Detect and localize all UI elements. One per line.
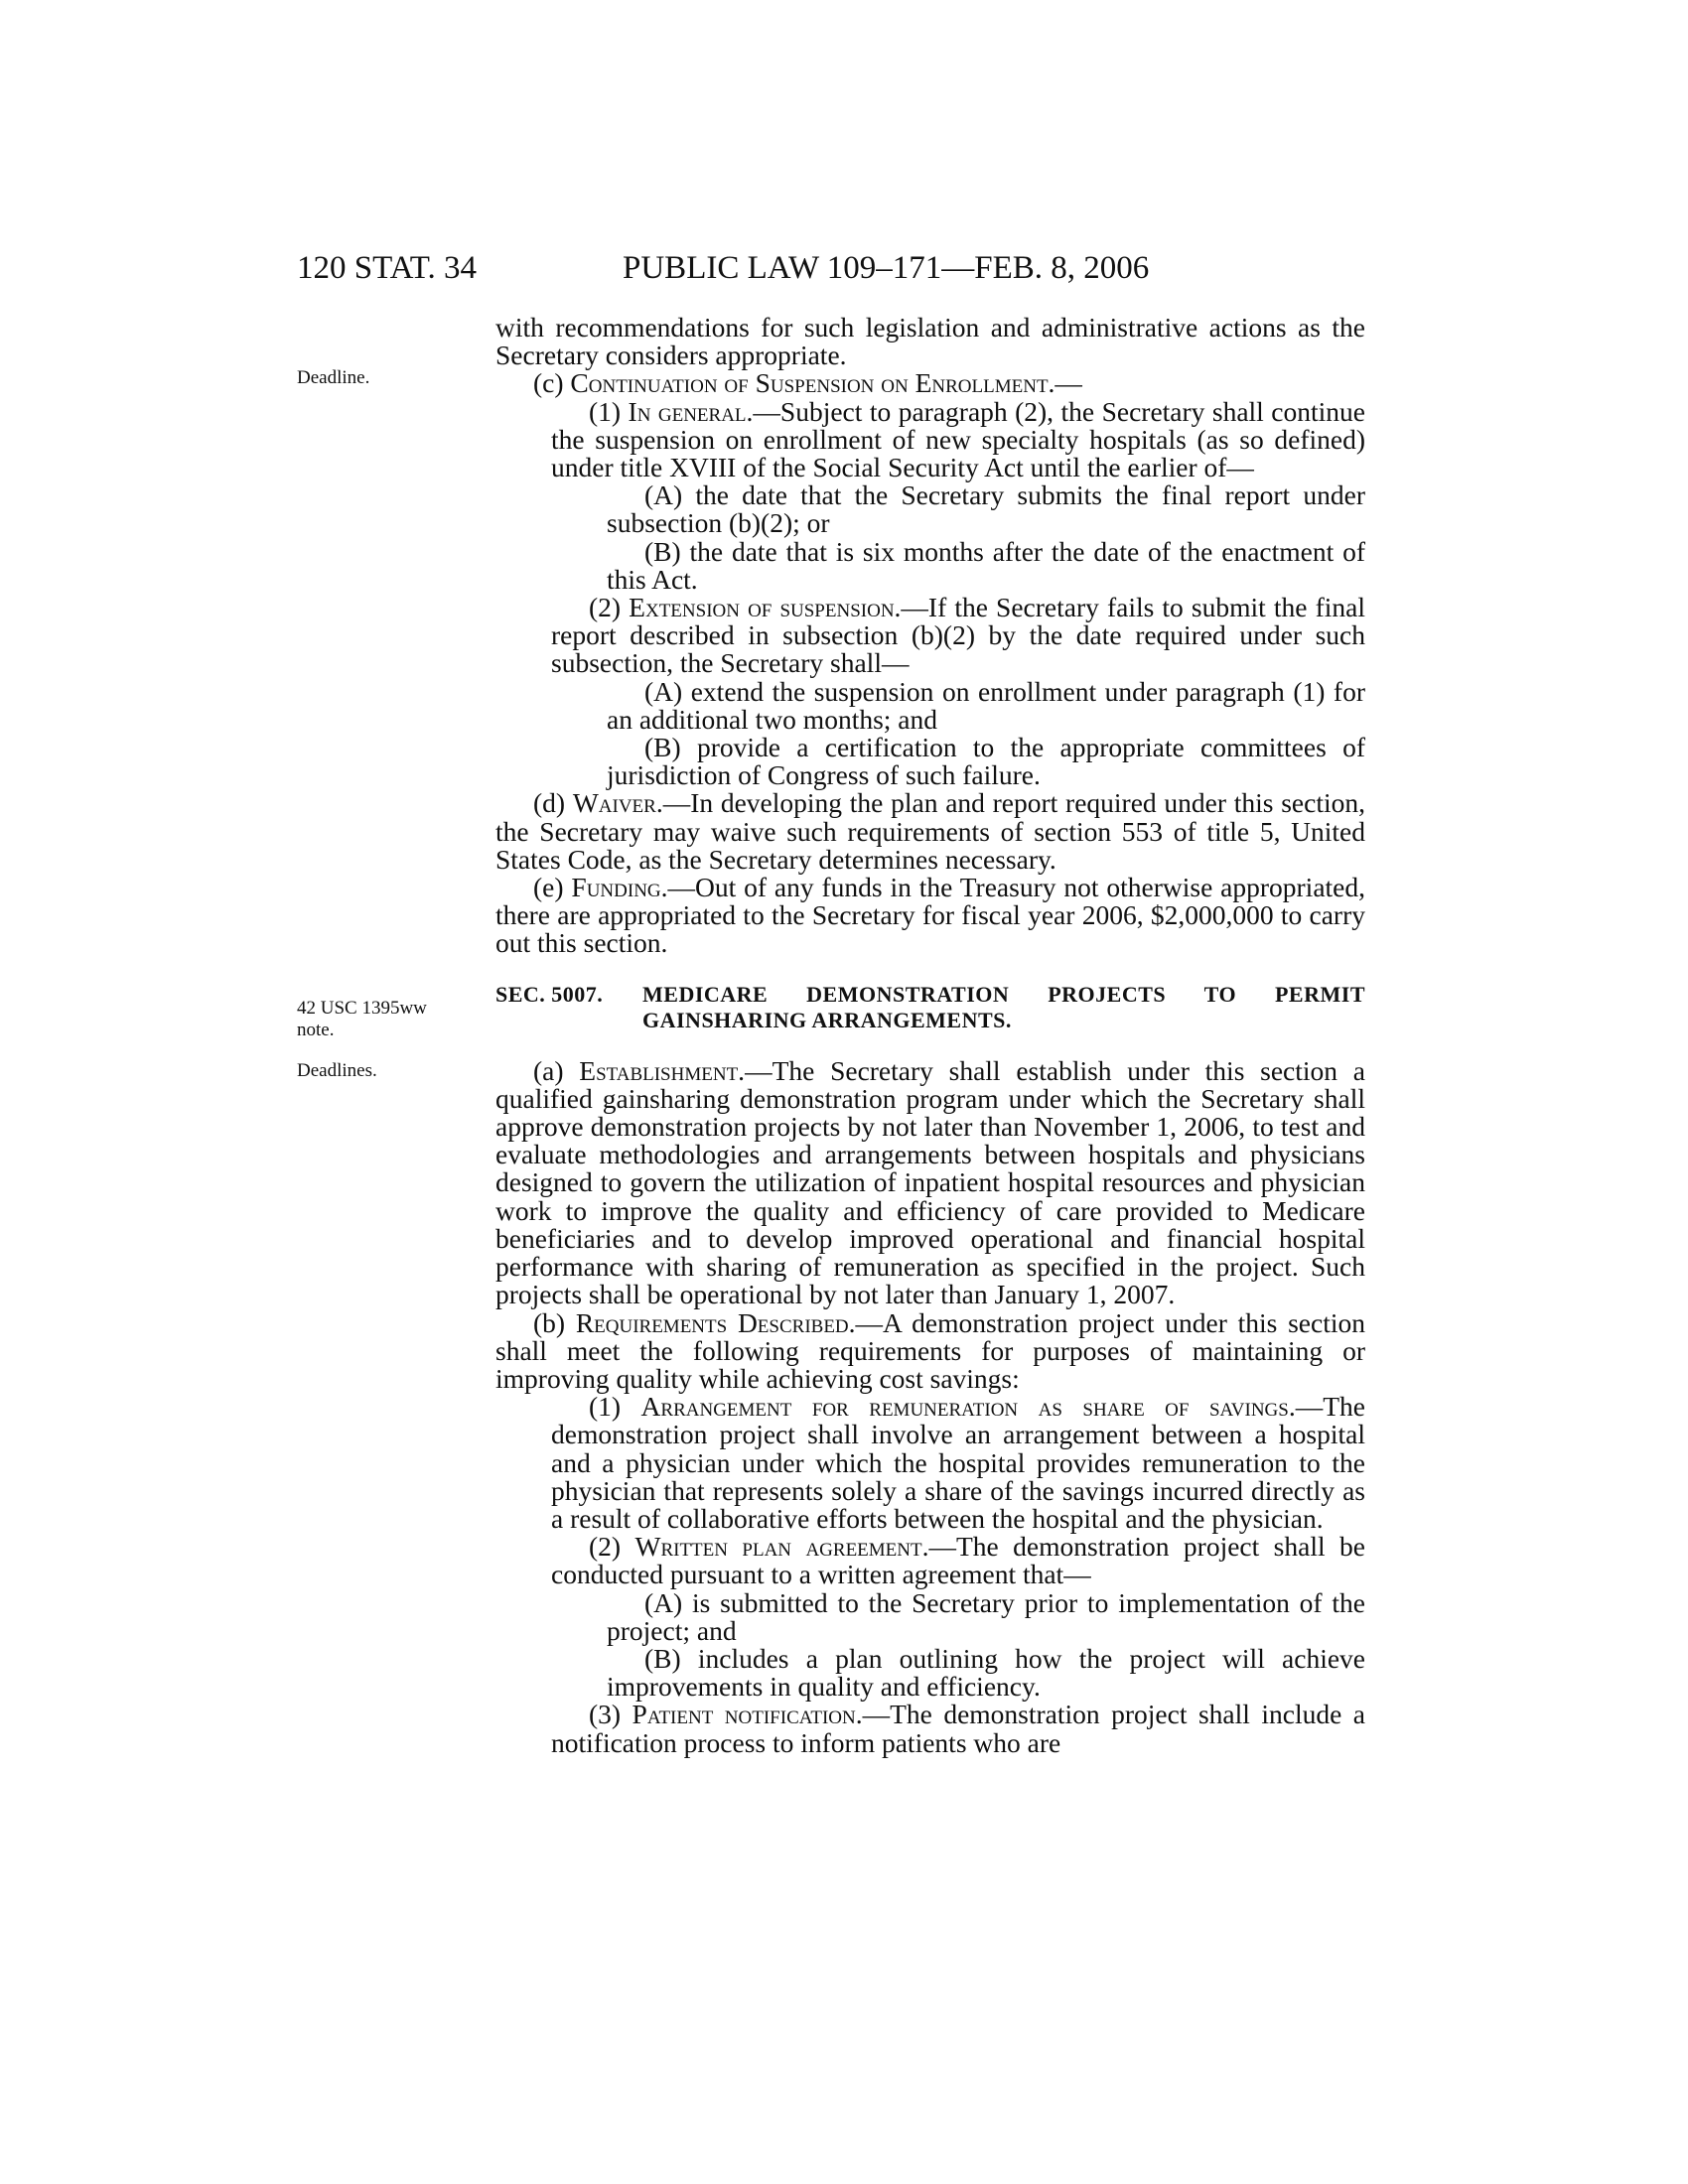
subsection-b <box>495 1306 1365 1394</box>
paragraph-b2-text: —The demonstration project shall be conducted pursuant to a written agreement that— <box>551 1531 1365 1590</box>
subsection-d-heading: Waiver. <box>572 787 663 819</box>
subparagraph-c2A: (A) extend the suspension on enrollment under paragraph (1) for an additional two months; and <box>607 675 1365 735</box>
paragraph-b3-heading: Patient notification. <box>632 1699 863 1730</box>
subsection-c-heading: Continuation of Suspension on Enrollment.— <box>570 367 1082 399</box>
paragraph-b2-label: (2) <box>589 1531 635 1563</box>
subsection-e-text: —Out of any funds in the Treasury not otherwise appropriated, there are appropriated to the Secretary for fiscal year 2006, $2,000,000 to carry out this section. <box>495 872 1365 959</box>
subsection-e <box>495 874 1365 958</box>
paragraph-b1 <box>495 1393 1365 1533</box>
subsection-e-heading: Funding. <box>571 872 668 903</box>
paragraph-c1-text: —Subject to paragraph (2), the Secretary shall continue the suspension on enrollment of new specialty hospitals (as so defined) under title XVIII of the Social Security Act until the earlier of— <box>551 395 1365 483</box>
paragraph-b3 <box>495 1701 1365 1756</box>
paragraph-c1 <box>495 395 1365 483</box>
paragraph-b1-label: (1) <box>589 1391 641 1423</box>
body-text-column <box>495 314 1365 1757</box>
subsection-b-text: —A demonstration project under this section shall meet the following requirements for purposes of maintaining or improving quality while achieving cost savings: <box>495 1306 1365 1394</box>
paragraph-b1-heading: Arrangement for remuneration as share of savings. <box>640 1391 1296 1423</box>
subparagraph-b2B: (B) includes a plan outlining how the project will achieve improvements in quality and efficiency. <box>607 1642 1365 1703</box>
paragraph-c2-text: —If the Secretary fails to submit the final report described in subsection (b)(2) by the date required under such subsection, the Secretary shall— <box>551 592 1365 679</box>
paragraph-b3-text: —The demonstration project shall include a notification process to inform patients who are <box>551 1699 1365 1758</box>
section-number: SEC. 5007. <box>495 981 604 1007</box>
subparagraph-c1A: (A) the date that the Secretary submits the final report under subsection (b)(2); or <box>607 479 1365 539</box>
section-5007-heading <box>495 982 1365 1033</box>
margin-note-deadline: Deadline. <box>297 367 370 388</box>
margin-note-usc-citation <box>297 998 427 1041</box>
subparagraph-c2B: (B) provide a certification to the appropriate committees of jurisdiction of Congress of such failure. <box>607 732 1365 791</box>
subsection-d-label: (d) <box>533 787 573 819</box>
paragraph-c1-heading: In general. <box>628 395 754 427</box>
subsection-d <box>495 789 1365 874</box>
subsection-b-heading: Requirements Described. <box>575 1306 856 1338</box>
section-title: MEDICARE DEMONSTRATION PROJECTS TO PERMIT GAINSHARING ARRANGEMENTS. <box>642 981 1365 1032</box>
subsection-b-label: (b) <box>533 1306 576 1338</box>
paragraph-b3-label: (3) <box>589 1699 633 1730</box>
subsection-c <box>495 369 1365 397</box>
paragraph-c1-label: (1) <box>589 395 629 427</box>
subparagraph-b2A: (A) is submitted to the Secretary prior to implementation of the project; and <box>607 1586 1365 1646</box>
subsection-a-text: —The Secretary shall establish under this section a qualified gainsharing demonstration program under which the Secretary shall approve demonstration projects by not later than November 1, 2006, to test and evaluate methodologies and arrangements between hospitals and physicians designed to govern the utilization of inpatient hospital resources and physician work to improve the quality and efficiency of care provided to Medicare beneficiaries and to develop improved operational and financial hospital performance with sharing of remuneration as specified in the project. Such projects shall be operational by not later than January 1, 2007. <box>495 1054 1365 1310</box>
subsection-e-label: (e) <box>533 872 572 903</box>
margin-note-usc-line1: 42 USC 1395ww <box>297 998 427 1019</box>
paragraph-b1-text: —The demonstration project shall involve an arrangement between a hospital and a physician under which the hospital provides remuneration to the physician that represents solely a share of the savings incurred directly as a result of collaborative efforts between the hospital and the physician. <box>551 1391 1365 1534</box>
paragraph-c2-label: (2) <box>589 592 630 623</box>
margin-note-usc-line2: note. <box>297 1020 335 1040</box>
paragraph-c2-heading: Extension of suspension. <box>629 592 902 623</box>
paragraph-b2 <box>495 1533 1365 1588</box>
page-stat-reference: 120 STAT. 34 <box>297 250 478 286</box>
subparagraph-c1B: (B) the date that is six months after the date of the enactment of this Act. <box>607 535 1365 595</box>
subsection-c-label: (c) <box>533 367 571 399</box>
running-head-law-title: PUBLIC LAW 109–171—FEB. 8, 2006 <box>623 250 1150 286</box>
paragraph-continuation: with recommendations for such legislation and administrative actions as the Secretary considers appropriate. <box>495 312 1365 371</box>
paragraph-c2 <box>495 594 1365 678</box>
subsection-d-text: —In developing the plan and report required under this section, the Secretary may waive such requirements of section 553 of title 5, United States Code, as the Secretary determines necessary. <box>495 787 1365 875</box>
margin-note-deadlines: Deadlines. <box>297 1060 377 1081</box>
subsection-a-heading: Establishment. <box>579 1054 746 1086</box>
subsection-a <box>495 1054 1365 1310</box>
paragraph-b2-heading: Written plan agreement. <box>634 1531 929 1563</box>
subsection-a-label: (a) <box>533 1054 580 1086</box>
